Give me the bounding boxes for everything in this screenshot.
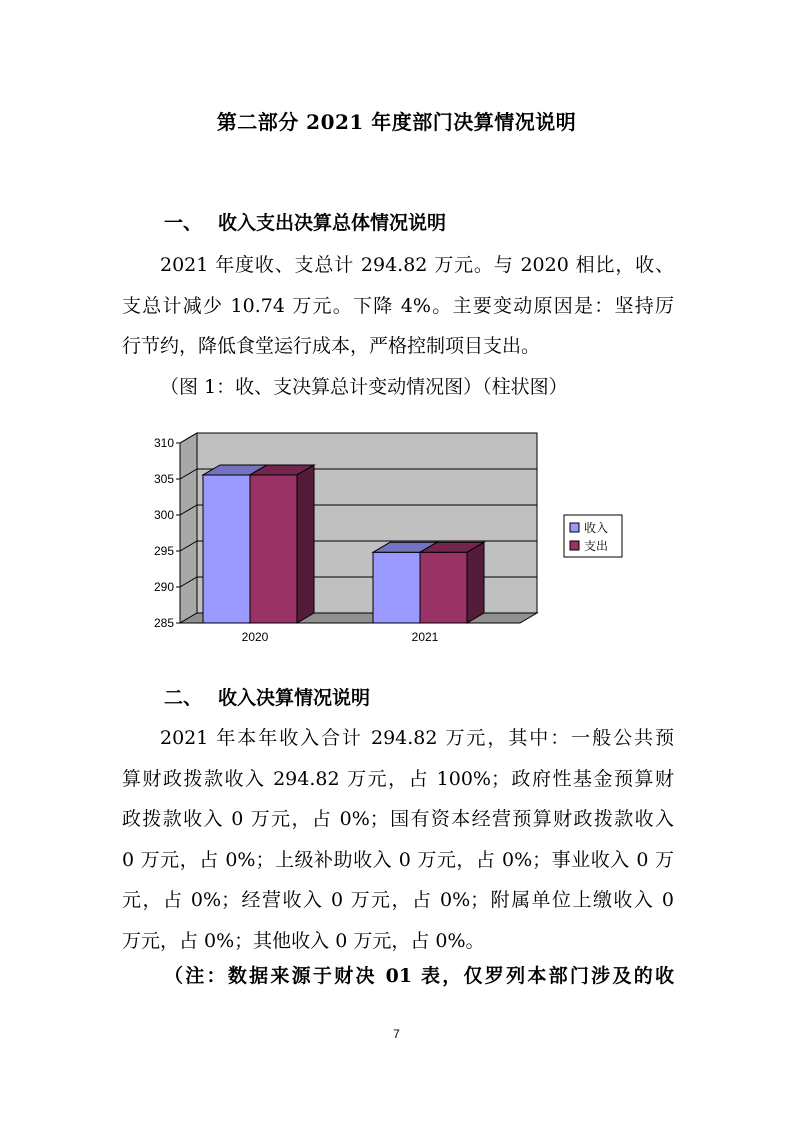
y-tick-label: 310: [153, 436, 174, 450]
bar-2021-支出: [420, 552, 467, 623]
y-tick-label: 300: [153, 508, 174, 522]
x-tick-label: 2020: [241, 630, 269, 644]
section-2-number: 二、: [164, 687, 203, 709]
legend-label: 支出: [584, 539, 609, 553]
figure-caption: （图 1：收、支决算总计变动情况图）（柱状图）: [160, 376, 568, 398]
paragraph-line: 2021 年度收、支总计 294.82 万元。与 2020 相比，收、: [160, 254, 674, 276]
section-1-heading: [164, 208, 446, 235]
section-1-paragraph: [122, 245, 674, 367]
bar-side-2020-支出: [297, 465, 314, 623]
x-tick-label: 2021: [411, 630, 439, 644]
section-1-number: 一、: [164, 212, 203, 234]
section-2-heading: [164, 683, 370, 710]
page-title: 第二部分 2021 年度部门决算情况说明: [216, 110, 577, 134]
legend-swatch: [570, 523, 579, 532]
paragraph-line: 行节约，降低食堂运行成本，严格控制项目支出。: [122, 335, 541, 357]
y-tick-label: 290: [153, 580, 174, 594]
paragraph-line: 2021 年本年收入合计 294.82 万元，其中：一般公共预: [160, 727, 674, 749]
paragraph-line: 元，占 0%；经营收入 0 万元，占 0%；附属单位上缴收入 0: [122, 889, 674, 911]
income-expense-bar-chart: [140, 425, 640, 645]
legend-label: 收入: [584, 521, 609, 535]
section-2-paragraph: [122, 718, 674, 961]
paragraph-line: 0 万元，占 0%；上级补助收入 0 万元，占 0%；事业收入 0 万: [122, 848, 674, 871]
y-tick-label: 285: [153, 616, 174, 630]
legend-swatch: [570, 541, 579, 550]
paragraph-line: 算财政拨款收入 294.82 万元，占 100%；政府性基金预算财: [122, 767, 674, 790]
data-source-note: （注：数据来源于财决 01 表，仅罗列本部门涉及的收: [164, 965, 674, 987]
bar-2020-支出: [250, 475, 297, 623]
paragraph-line: 政拨款收入 0 万元，占 0%；国有资本经营预算财政拨款收入: [122, 808, 674, 830]
y-tick-label: 305: [153, 472, 174, 486]
section-2-title: 收入决算情况说明: [218, 687, 371, 709]
y-tick-label: 295: [153, 544, 174, 558]
page-number: 7: [393, 1027, 400, 1041]
paragraph-line: 支总计减少 10.74 万元。下降 4%。主要变动原因是：坚持厉: [122, 294, 674, 317]
bar-side-2021-支出: [467, 542, 484, 623]
bar-2021-收入: [373, 552, 420, 623]
section-1-title: 收入支出决算总体情况说明: [218, 212, 447, 234]
paragraph-line: 万元，占 0%；其他收入 0 万元，占 0%。: [122, 929, 485, 952]
chart-side-wall: [180, 433, 197, 623]
bar-2020-收入: [203, 475, 250, 623]
